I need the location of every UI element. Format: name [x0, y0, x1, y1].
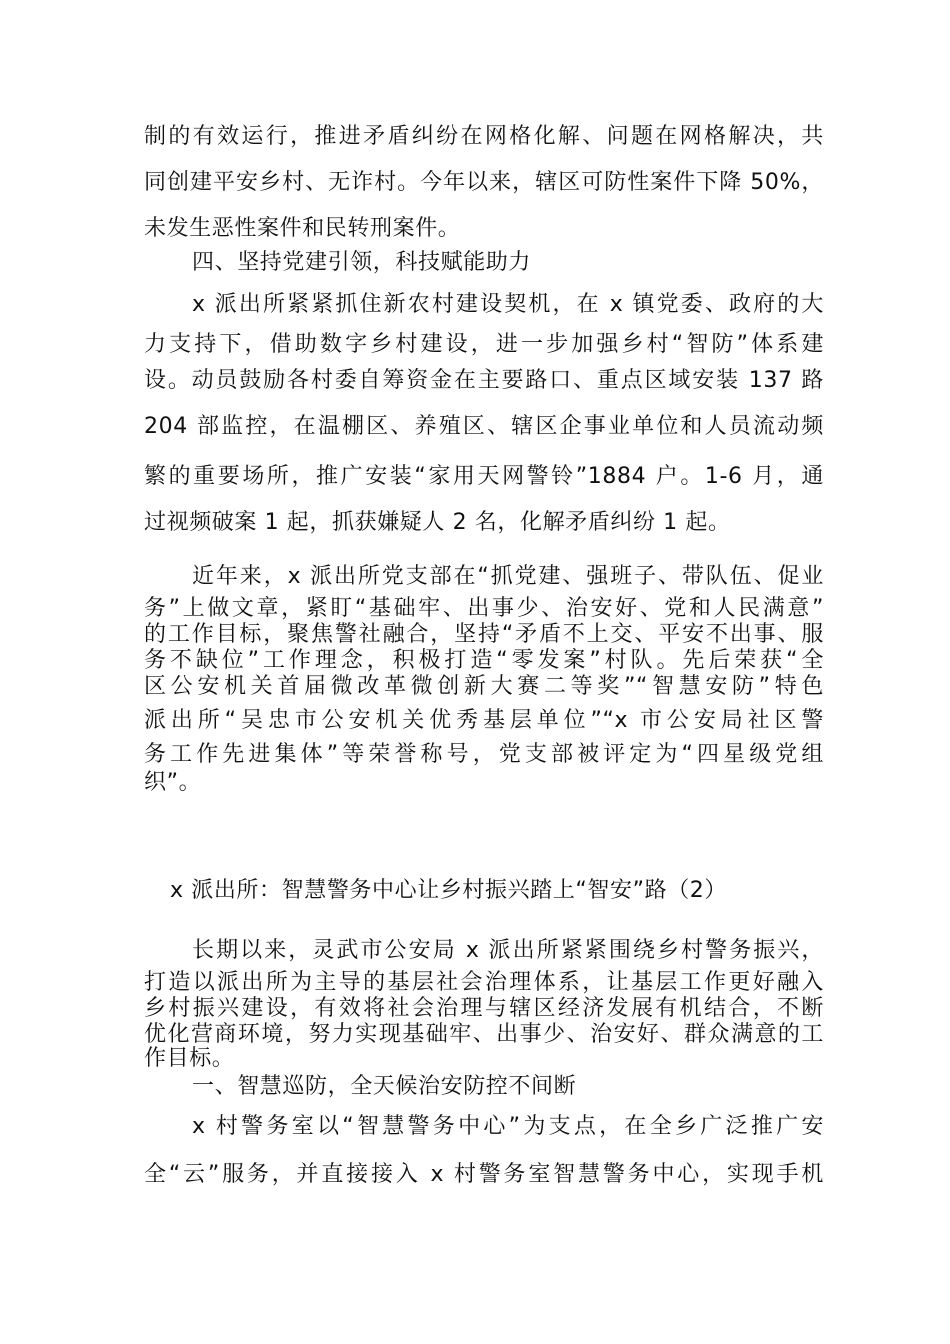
- paragraph-line: 务工作先进集体”等荣誉称号，党支部被评定为“四星级党组: [144, 742, 824, 767]
- paragraph-line: x 派出所紧紧抓住新农村建设契机，在 x 镇党委、政府的大: [192, 292, 824, 317]
- paragraph-line: 作目标。: [144, 1046, 235, 1071]
- section-heading: 四、坚持党建引领，科技赋能助力: [192, 250, 532, 275]
- paragraph-line: 同创建平安乡村、无诈村。今年以来，辖区可防性案件下降 50%，: [144, 170, 824, 195]
- paragraph-line: 204 部监控，在温棚区、养殖区、辖区企事业单位和人员流动频: [144, 414, 824, 439]
- paragraph-line: 长期以来，灵武市公安局 x 派出所紧紧围绕乡村警务振兴，: [192, 938, 824, 963]
- paragraph-line: 优化营商环境，努力实现基础牢、出事少、治安好、群众满意的工: [144, 1022, 824, 1047]
- paragraph-line: x 村警务室以“智慧警务中心”为支点，在全乡广泛推广安: [192, 1114, 824, 1139]
- paragraph-line: 未发生恶性案件和民转刑案件。: [144, 216, 461, 241]
- paragraph-line: 乡村振兴建设，有效将社会治理与辖区经济发展有机结合，不断: [144, 996, 824, 1021]
- paragraph-line: 全“云”服务，并直接接入 x 村警务室智慧警务中心，实现手机: [144, 1162, 824, 1187]
- paragraph-line: 织”。: [144, 770, 202, 795]
- paragraph-line: 繁的重要场所，推广安装“家用天网警铃”1884 户。1-6 月，通: [144, 464, 824, 489]
- paragraph-line: 的工作目标，聚焦警社融合，坚持“矛盾不上交、平安不出事、服: [144, 622, 824, 647]
- paragraph-line: 务不缺位”工作理念，积极打造“零发案”村队。先后荣获“全: [144, 648, 824, 673]
- paragraph-line: 区公安机关首届微改革微创新大赛二等奖”“智慧安防”特色: [144, 674, 824, 699]
- article-title: x 派出所：智慧警务中心让乡村振兴踏上“智安”路（2）: [170, 878, 728, 903]
- paragraph-line: 派出所“吴忠市公安机关优秀基层单位”“x 市公安局社区警: [144, 708, 824, 733]
- paragraph-line: 务”上做文章，紧盯“基础牢、出事少、治安好、党和人民满意”: [144, 596, 824, 621]
- paragraph-line: 打造以派出所为主导的基层社会治理体系，让基层工作更好融入: [144, 970, 824, 995]
- paragraph-line: 近年来，x 派出所党支部在“抓党建、强班子、带队伍、促业: [192, 564, 824, 589]
- paragraph-line: 过视频破案 1 起，抓获嫌疑人 2 名，化解矛盾纠纷 1 起。: [144, 510, 731, 535]
- paragraph-line: 制的有效运行，推进矛盾纠纷在网格化解、问题在网格解决，共: [144, 124, 824, 149]
- paragraph-line: 设。动员鼓励各村委自筹资金在主要路口、重点区域安装 137 路: [144, 368, 824, 393]
- paragraph-line: 力支持下，借助数字乡村建设，进一步加强乡村“智防”体系建: [144, 332, 824, 357]
- section-heading: 一、智慧巡防，全天候治安防控不间断: [192, 1074, 577, 1099]
